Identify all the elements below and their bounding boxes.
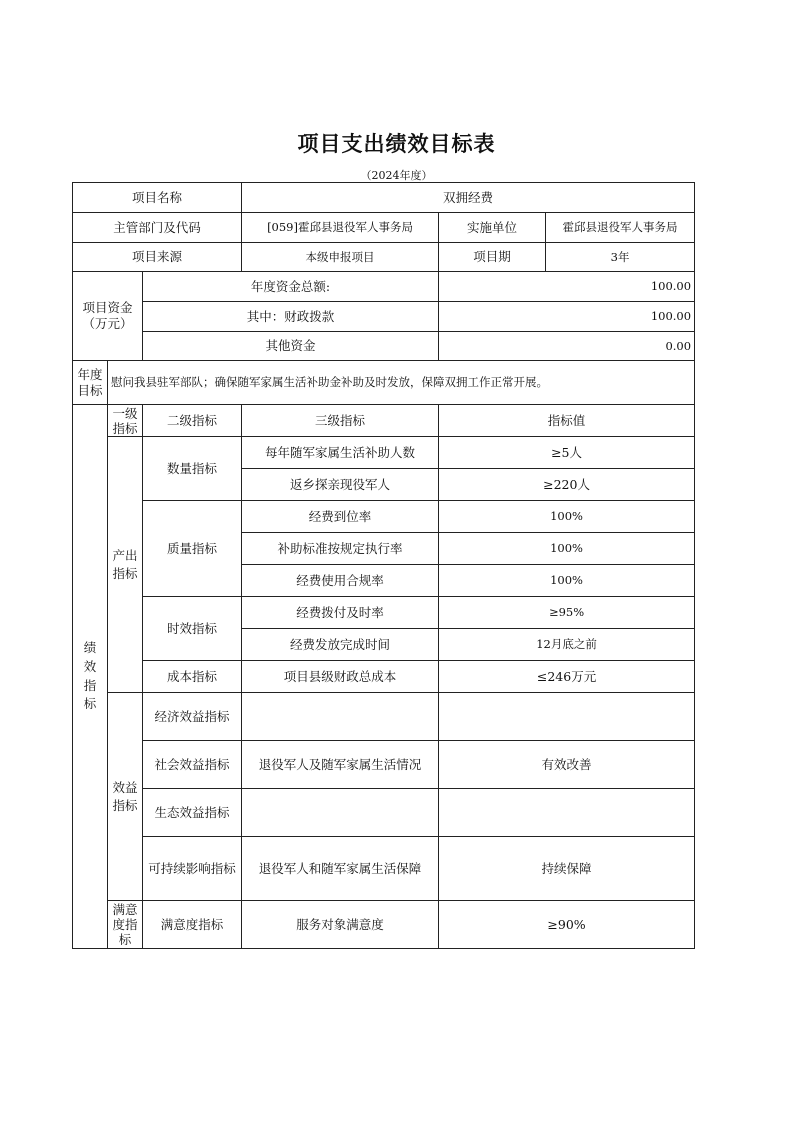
indicator-name: 返乡探亲现役军人 <box>242 469 439 501</box>
indicators-group-text: 绩效指标 <box>83 640 97 712</box>
cost-label: 成本指标 <box>143 661 242 693</box>
indicator-name <box>242 789 439 837</box>
annual-goal-label-line1: 年度 <box>77 366 103 382</box>
indicator-name: 补助标准按规定执行率 <box>242 533 439 565</box>
indicator-value: 100% <box>439 533 695 565</box>
annual-goal-label-line2: 目标 <box>77 382 103 398</box>
dept-label: 主管部门及代码 <box>73 213 242 243</box>
indicator-name: 退役军人和随军家属生活保障 <box>242 837 439 901</box>
satisfaction-label-text: 满意度指标 <box>112 902 138 947</box>
indicator-value <box>439 789 695 837</box>
funds-label-line2: （万元） <box>82 316 133 331</box>
ecological-label: 生态效益指标 <box>143 789 242 837</box>
indicator-name: 每年随军家属生活补助人数 <box>242 437 439 469</box>
indicator-name: 经费拨付及时率 <box>242 597 439 629</box>
header-level3: 三级指标 <box>242 405 439 437</box>
page-title: 项目支出绩效目标表 <box>297 131 496 156</box>
project-name-label: 项目名称 <box>73 183 242 213</box>
total-funds-value: 100.00 <box>439 272 695 302</box>
header-level1 <box>108 405 143 437</box>
source-label: 项目来源 <box>73 243 242 272</box>
annual-goal-label <box>73 361 108 405</box>
period-value: 3年 <box>546 243 695 272</box>
economic-label: 经济效益指标 <box>143 693 242 741</box>
satisfaction-sub-label: 满意度指标 <box>143 901 242 949</box>
performance-table <box>72 182 695 949</box>
funds-label <box>73 272 143 361</box>
project-name-value: 双拥经费 <box>242 183 695 213</box>
annual-goal-text: 慰问我县驻军部队；确保随军家属生活补助金补助及时发放，保障双拥工作正常开展。 <box>108 361 695 405</box>
indicator-value: ≤246万元 <box>439 661 695 693</box>
fiscal-funds-label: 其中：财政拨款 <box>143 302 439 332</box>
indicator-value: 100% <box>439 565 695 597</box>
benefit-label <box>108 693 143 901</box>
benefit-label-text: 效益指标 <box>112 780 138 813</box>
indicator-value: 持续保障 <box>439 837 695 901</box>
output-label-text: 产出指标 <box>112 548 138 581</box>
sustainable-label: 可持续影响指标 <box>143 837 242 901</box>
indicators-group-label <box>73 405 108 949</box>
quality-label: 质量指标 <box>143 501 242 597</box>
indicator-name: 退役军人及随军家属生活情况 <box>242 741 439 789</box>
indicator-name: 经费发放完成时间 <box>242 629 439 661</box>
indicator-value: ≥220人 <box>439 469 695 501</box>
indicator-value: 12月底之前 <box>439 629 695 661</box>
indicator-value: 100% <box>439 501 695 533</box>
header-level2: 二级指标 <box>143 405 242 437</box>
indicator-value <box>439 693 695 741</box>
fiscal-funds-value: 100.00 <box>439 302 695 332</box>
impl-unit-label: 实施单位 <box>439 213 546 243</box>
satisfaction-label <box>108 901 143 949</box>
indicator-value: ≥5人 <box>439 437 695 469</box>
dept-value: [059]霍邱县退役军人事务局 <box>242 213 439 243</box>
other-funds-label: 其他资金 <box>143 332 439 361</box>
header-level1-text: 一级指标 <box>112 405 138 436</box>
indicator-name: 经费到位率 <box>242 501 439 533</box>
period-label: 项目期 <box>439 243 546 272</box>
total-funds-label: 年度资金总额: <box>143 272 439 302</box>
indicator-value: ≥90% <box>439 901 695 949</box>
header-value: 指标值 <box>439 405 695 437</box>
indicator-name: 经费使用合规率 <box>242 565 439 597</box>
output-label <box>108 437 143 693</box>
indicator-name: 项目县级财政总成本 <box>242 661 439 693</box>
impl-unit-value: 霍邱县退役军人事务局 <box>546 213 695 243</box>
source-value: 本级申报项目 <box>242 243 439 272</box>
quantity-label: 数量指标 <box>143 437 242 501</box>
other-funds-value: 0.00 <box>439 332 695 361</box>
indicator-name: 服务对象满意度 <box>242 901 439 949</box>
social-label: 社会效益指标 <box>143 741 242 789</box>
indicator-name <box>242 693 439 741</box>
indicator-value: 有效改善 <box>439 741 695 789</box>
year-note: （2024年度） <box>360 169 433 182</box>
funds-label-line1: 项目资金 <box>82 300 133 316</box>
timeliness-label: 时效指标 <box>143 597 242 661</box>
indicator-value: ≥95% <box>439 597 695 629</box>
